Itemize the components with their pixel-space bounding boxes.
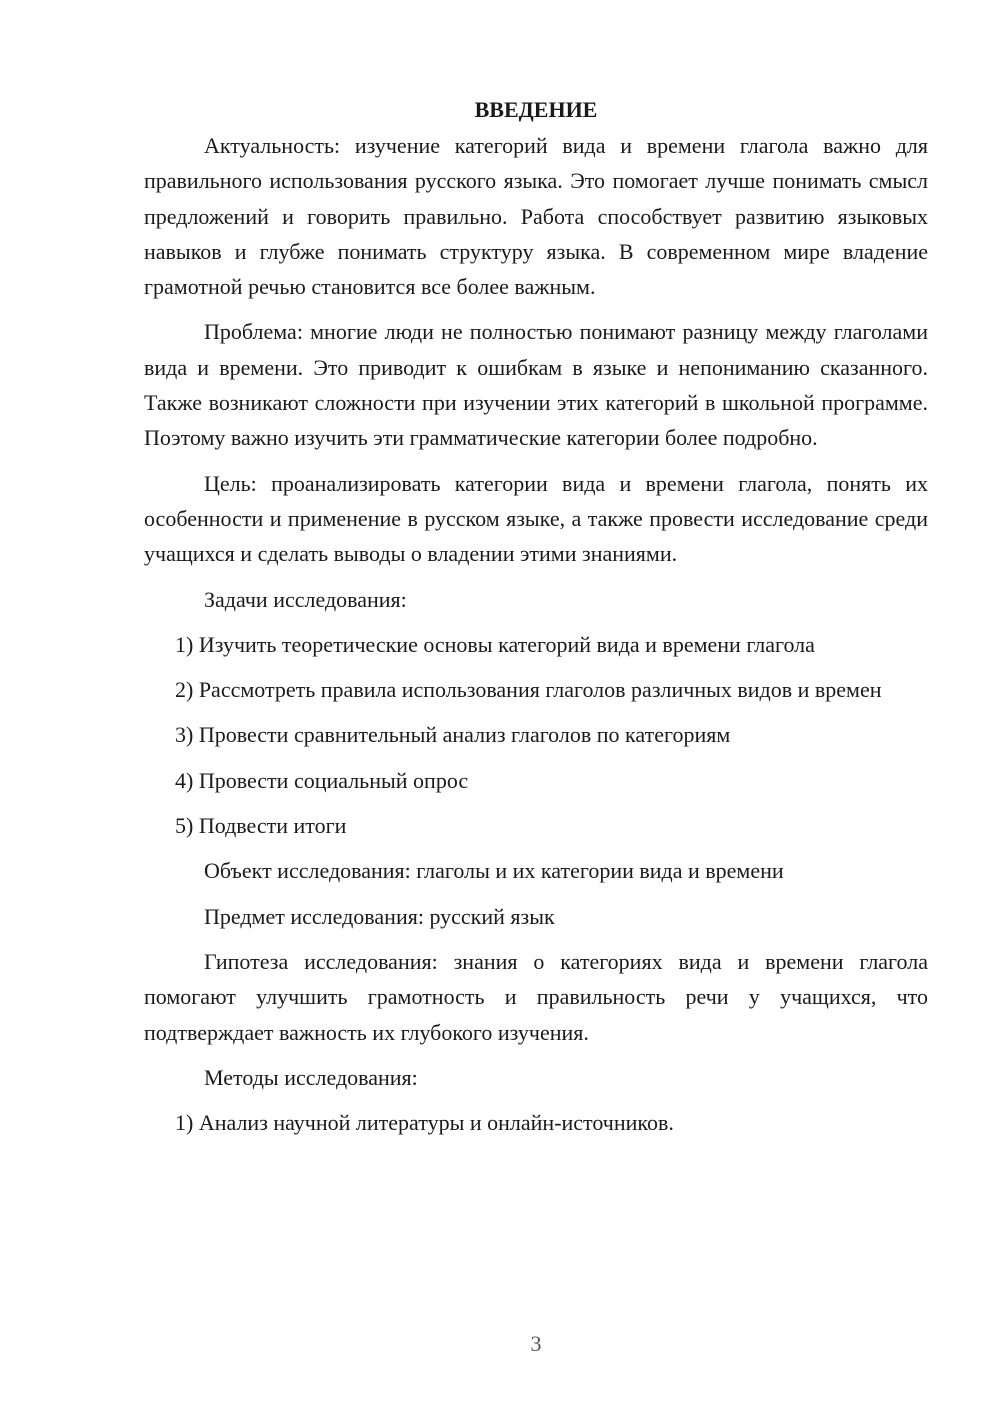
relevance-paragraph: Актуальность: изучение категорий вида и времени глагола важно для правильного использования русского языка. Это помогает лучше понимать смысл предложений и говорить правильно. Работа способствует развитию языковых навыков и глубже понимать структуру языка. В современном мире владение грамотной речью становится все более важным.: [144, 133, 928, 300]
document-page: [144, 92, 928, 1150]
task-item-3: 3) Провести сравнительный анализ глаголов по категориям: [175, 722, 731, 748]
method-item-1: 1) Анализ научной литературы и онлайн-источников.: [175, 1110, 674, 1136]
task-item-4: 4) Провести социальный опрос: [175, 767, 469, 793]
task-item-5: 5) Подвести итоги: [175, 813, 347, 839]
section-heading: ВВЕДЕНИЕ: [474, 97, 598, 122]
problem-paragraph: Проблема: многие люди не полностью понимают разницу между глаголами вида и времени. Это приводит к ошибкам в языке и непониманию сказанного. Также возникают сложности при изучении этих категорий в школьной программе. Поэтому важно изучить эти грамматические категории более подробно.: [144, 319, 928, 451]
research-subject: Предмет исследования: русский язык: [204, 903, 555, 929]
task-item-2: 2) Рассмотреть правила использования глаголов различных видов и времен: [175, 677, 882, 703]
methods-title: Методы исследования:: [204, 1064, 418, 1090]
goal-paragraph: Цель: проанализировать категории вида и времени глагола, понять их особенности и применение в русском языке, а также провести исследование среди учащихся и сделать выводы о владении этими знаниями.: [144, 470, 928, 567]
hypothesis-paragraph: Гипотеза исследования: знания о категориях вида и времени глагола помогают улучшить грамотность и правильность речи у учащихся, что подтверждает важность их глубокого изучения.: [144, 948, 928, 1045]
tasks-title: Задачи исследования:: [204, 586, 407, 612]
page-number: 3: [530, 1331, 542, 1356]
task-item-1: 1) Изучить теоретические основы категорий вида и времени глагола: [175, 631, 815, 657]
research-object: Объект исследования: глаголы и их категории вида и времени: [204, 858, 784, 884]
